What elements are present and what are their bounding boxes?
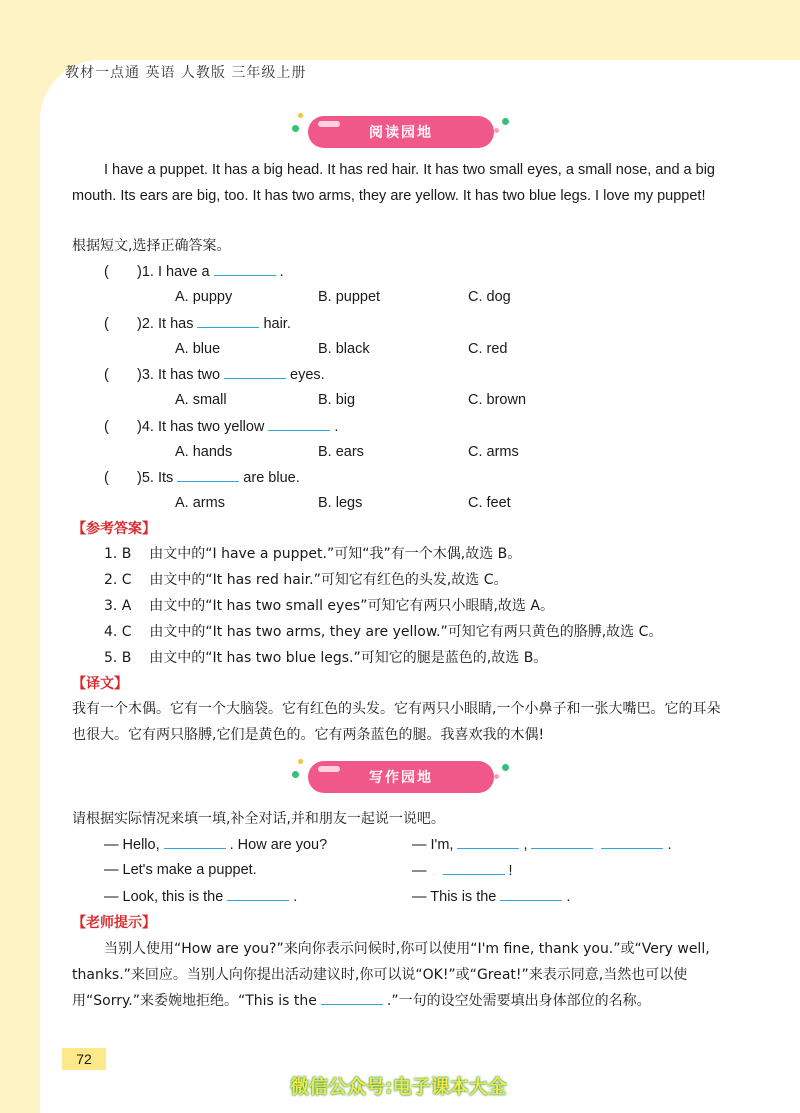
- dialogue-line-2-right: — !: [412, 863, 513, 879]
- option-c[interactable]: C. brown: [468, 392, 527, 408]
- answer-blank[interactable]: [443, 862, 505, 875]
- answer-line: 5. B 由文中的“It has two blue legs.”可知它的腿是蓝色的,故选 B。: [104, 650, 548, 666]
- option-b[interactable]: B. ears: [318, 443, 364, 460]
- decor-dot: [292, 125, 299, 132]
- dialogue-line-1-right: — I'm, , .: [412, 837, 672, 853]
- answer-blank[interactable]: [177, 469, 239, 482]
- decor-dot: [502, 118, 509, 125]
- answer-blank: [321, 992, 383, 1005]
- answer-blank[interactable]: [227, 888, 289, 901]
- option-b[interactable]: B. big: [318, 392, 356, 408]
- dialogue-line-3-left: — Look, this is the .: [104, 889, 298, 905]
- answer-line: 4. C 由文中的“It has two arms, they are yellow.”可知它有两只黄色的胳膊,故选 C。: [104, 624, 663, 640]
- decor-dot: [502, 764, 509, 771]
- tip-heading: 【老师提示】: [72, 915, 156, 931]
- answer-paren[interactable]: ( ): [104, 470, 142, 486]
- answer-line: 2. C 由文中的“It has red hair.”可知它有红色的头发,故选 C。: [104, 572, 508, 588]
- answer-heading: 【参考答案】: [72, 521, 156, 537]
- writing-banner: [308, 761, 494, 793]
- option-c[interactable]: C. feet: [468, 495, 511, 511]
- answer-blank[interactable]: [601, 836, 663, 849]
- answer-paren[interactable]: ( ): [104, 315, 142, 332]
- answer-blank[interactable]: [531, 836, 593, 849]
- decor-dot: [292, 771, 299, 778]
- answer-blank[interactable]: [457, 836, 519, 849]
- option-b[interactable]: B. legs: [318, 495, 363, 511]
- option-b[interactable]: B. black: [318, 340, 370, 357]
- decor-dot: [494, 128, 499, 133]
- dialogue-line-2-left: — Let's make a puppet.: [104, 862, 257, 878]
- option-a[interactable]: A. blue: [175, 340, 221, 357]
- answer-blank[interactable]: [197, 315, 259, 328]
- question-stem: ( )2. It has hair.: [104, 315, 291, 332]
- page-number: 72: [62, 1048, 106, 1070]
- reading-banner: [308, 116, 494, 148]
- writing-title: 写作园地: [369, 770, 433, 786]
- answer-blank[interactable]: [224, 366, 286, 379]
- running-header: 教材一点通 英语 人教版 三年级上册: [65, 65, 307, 81]
- option-a[interactable]: A. puppy: [175, 289, 233, 305]
- decor-dot: [298, 759, 303, 764]
- option-c[interactable]: C. red: [468, 340, 508, 357]
- decor-dot: [494, 774, 499, 779]
- answer-line: 1. B 由文中的“I have a puppet.”可知“我”有一个木偶,故选 B。: [104, 546, 522, 562]
- footer-watermark: 微信公众号:电子课本大全: [290, 1076, 507, 1098]
- translation-text: 我有一个木偶。它有一个大脑袋。它有红色的头发。它有两只小眼睛,一个小鼻子和一张大嘴巴。它的耳朵也很大。它有两只胳膊,它们是黄色的。它有两条蓝色的腿。我喜欢我的木偶!: [72, 701, 721, 743]
- translation-heading: 【译文】: [72, 676, 128, 692]
- answer-paren[interactable]: ( ): [104, 264, 142, 280]
- reading-title: 阅读园地: [369, 125, 433, 141]
- question-stem: ( )5. Its are blue.: [104, 470, 300, 486]
- question-stem: ( )1. I have a .: [104, 264, 284, 280]
- answer-line: 3. A 由文中的“It has two small eyes”可知它有两只小眼睛,故选 A。: [104, 598, 554, 614]
- answer-paren[interactable]: ( ): [104, 367, 142, 383]
- dialogue-line-3-right: — This is the .: [412, 889, 571, 905]
- tip-text: 当别人使用“How are you?”来向你表示问候时,你可以使用“I'm fine, thank you.”或“Very well, thanks.”来回应。当别人向你提出活动建议时,你可以说“OK!”或“Great!”来表示同意,当然也可以使用“Sorry.”来委婉地拒绝。“This is the .”一句的设空处需要填出身体部位的名称。: [72, 941, 710, 1009]
- answer-blank[interactable]: [268, 418, 330, 431]
- option-c[interactable]: C. dog: [468, 289, 511, 305]
- reading-instruction: 根据短文,选择正确答案。: [72, 238, 231, 254]
- answer-blank[interactable]: [164, 836, 226, 849]
- decor-dot: [298, 113, 303, 118]
- question-stem: ( )4. It has two yellow .: [104, 418, 339, 435]
- option-a[interactable]: A. hands: [175, 443, 233, 460]
- option-b[interactable]: B. puppet: [318, 289, 381, 305]
- answer-blank[interactable]: [500, 888, 562, 901]
- dialogue-line-1-left: — Hello, . How are you?: [104, 837, 328, 853]
- writing-instruction: 请根据实际情况来填一填,补全对话,并和朋友一起说一说吧。: [72, 811, 445, 827]
- option-a[interactable]: A. small: [175, 392, 227, 408]
- reading-passage: I have a puppet. It has a big head. It has red hair. It has two small eyes, a small nose, and a big mouth. Its ears are big, too. It has two arms, they are yellow. It has two blue legs. I love my puppet!: [72, 162, 715, 204]
- option-c[interactable]: C. arms: [468, 443, 519, 460]
- option-a[interactable]: A. arms: [175, 495, 225, 511]
- answer-paren[interactable]: ( ): [104, 418, 142, 435]
- answer-blank[interactable]: [214, 263, 276, 276]
- question-stem: ( )3. It has two eyes.: [104, 367, 325, 383]
